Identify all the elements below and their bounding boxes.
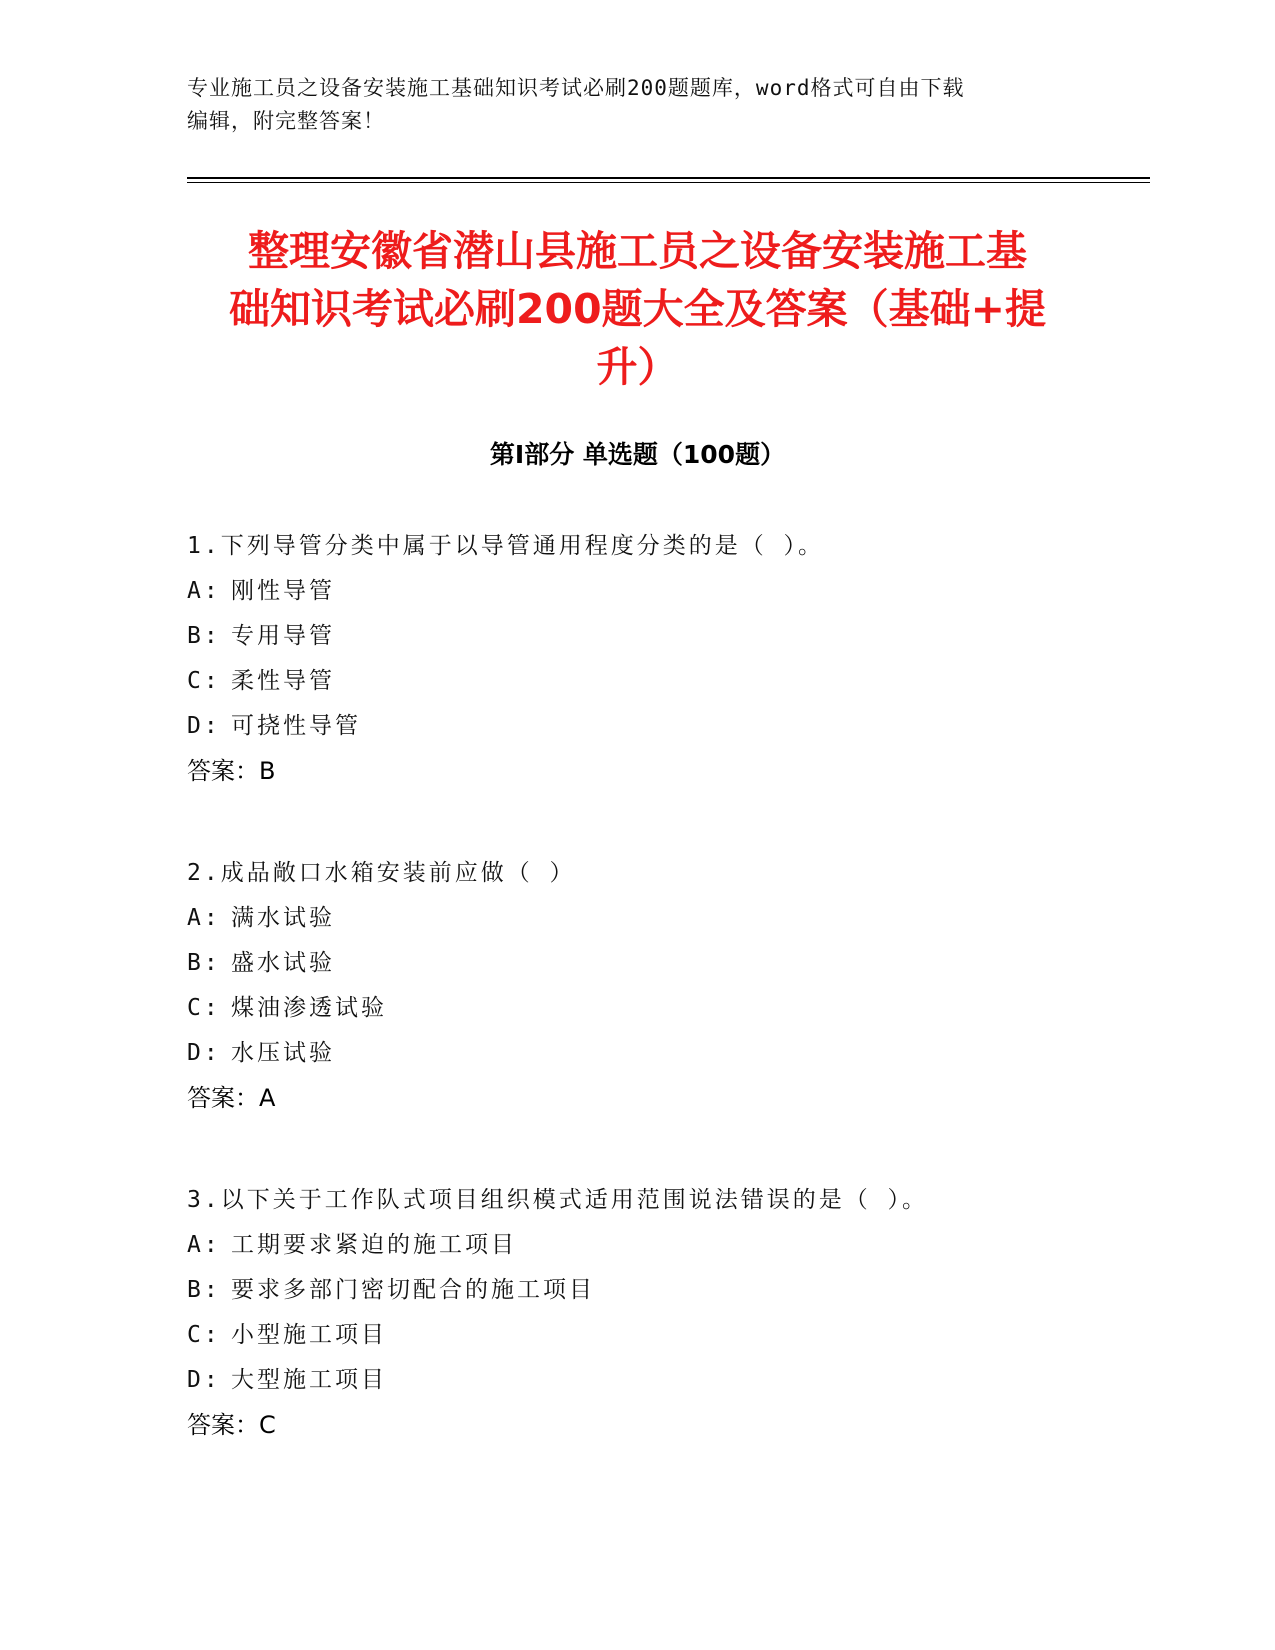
title-line-3: 升） (596, 343, 679, 391)
option-text: 满水试验 (231, 905, 335, 931)
option-text: 要求多部门密切配合的施工项目 (231, 1277, 595, 1303)
option-key: B: (187, 950, 221, 976)
option-key: D: (187, 1040, 221, 1066)
option-text: 工期要求紧迫的施工项目 (231, 1232, 517, 1258)
option-text: 柔性导管 (231, 668, 335, 694)
title-line-2: 础知识考试必刷200题大全及答案（基础+提 (229, 285, 1046, 333)
option-a (187, 569, 1147, 614)
answer-line (187, 1076, 1147, 1121)
option-text: 煤油渗透试验 (231, 995, 387, 1021)
answer-label: 答案： (187, 1411, 259, 1439)
option-key: A: (187, 905, 221, 931)
option-key: B: (187, 623, 221, 649)
option-b (187, 941, 1147, 986)
answer-value: C (259, 1411, 276, 1439)
option-text: 盛水试验 (231, 950, 335, 976)
option-text: 专用导管 (231, 623, 335, 649)
option-text: 刚性导管 (231, 578, 335, 604)
header-divider-thick (187, 177, 1150, 179)
option-key: D: (187, 713, 221, 739)
option-key: C: (187, 668, 221, 694)
option-b (187, 1268, 1147, 1313)
option-text: 大型施工项目 (231, 1367, 387, 1393)
option-text: 水压试验 (231, 1040, 335, 1066)
answer-line (187, 749, 1147, 794)
question-stem: 3.以下关于工作队式项目组织模式适用范围说法错误的是（ ）。 (187, 1187, 929, 1213)
option-c (187, 1313, 1147, 1358)
option-text: 小型施工项目 (231, 1322, 387, 1348)
answer-value: B (259, 757, 276, 785)
answer-label: 答案： (187, 757, 259, 785)
option-key: A: (187, 578, 221, 604)
question-stem: 1.下列导管分类中属于以导管通用程度分类的是（ ）。 (187, 533, 825, 559)
title-line-1: 整理安徽省潜山县施工员之设备安装施工基 (248, 227, 1027, 275)
header-divider-thin (187, 182, 1150, 183)
option-a (187, 1223, 1147, 1268)
option-text: 可挠性导管 (231, 713, 361, 739)
document-title (160, 222, 1115, 396)
option-c (187, 986, 1147, 1031)
header-line-1: 专业施工员之设备安装施工基础知识考试必刷200题题库，word格式可自由下载 (187, 76, 965, 100)
option-key: B: (187, 1277, 221, 1303)
answer-label: 答案： (187, 1084, 259, 1112)
option-b (187, 614, 1147, 659)
option-key: C: (187, 995, 221, 1021)
answer-line (187, 1403, 1147, 1448)
question-3 (187, 1178, 1147, 1448)
question-1 (187, 524, 1147, 794)
section-title: 第Ⅰ部分 单选题（100题） (489, 440, 786, 469)
option-d (187, 1031, 1147, 1076)
option-key: A: (187, 1232, 221, 1258)
option-d (187, 1358, 1147, 1403)
document-header (187, 72, 1087, 138)
answer-value: A (259, 1084, 276, 1112)
option-a (187, 896, 1147, 941)
question-2 (187, 851, 1147, 1121)
option-c (187, 659, 1147, 704)
option-key: C: (187, 1322, 221, 1348)
header-line-2: 编辑，附完整答案！ (187, 109, 385, 133)
option-key: D: (187, 1367, 221, 1393)
option-d (187, 704, 1147, 749)
question-stem: 2.成品敞口水箱安装前应做（ ） (187, 860, 576, 886)
question-list (187, 524, 1147, 1505)
